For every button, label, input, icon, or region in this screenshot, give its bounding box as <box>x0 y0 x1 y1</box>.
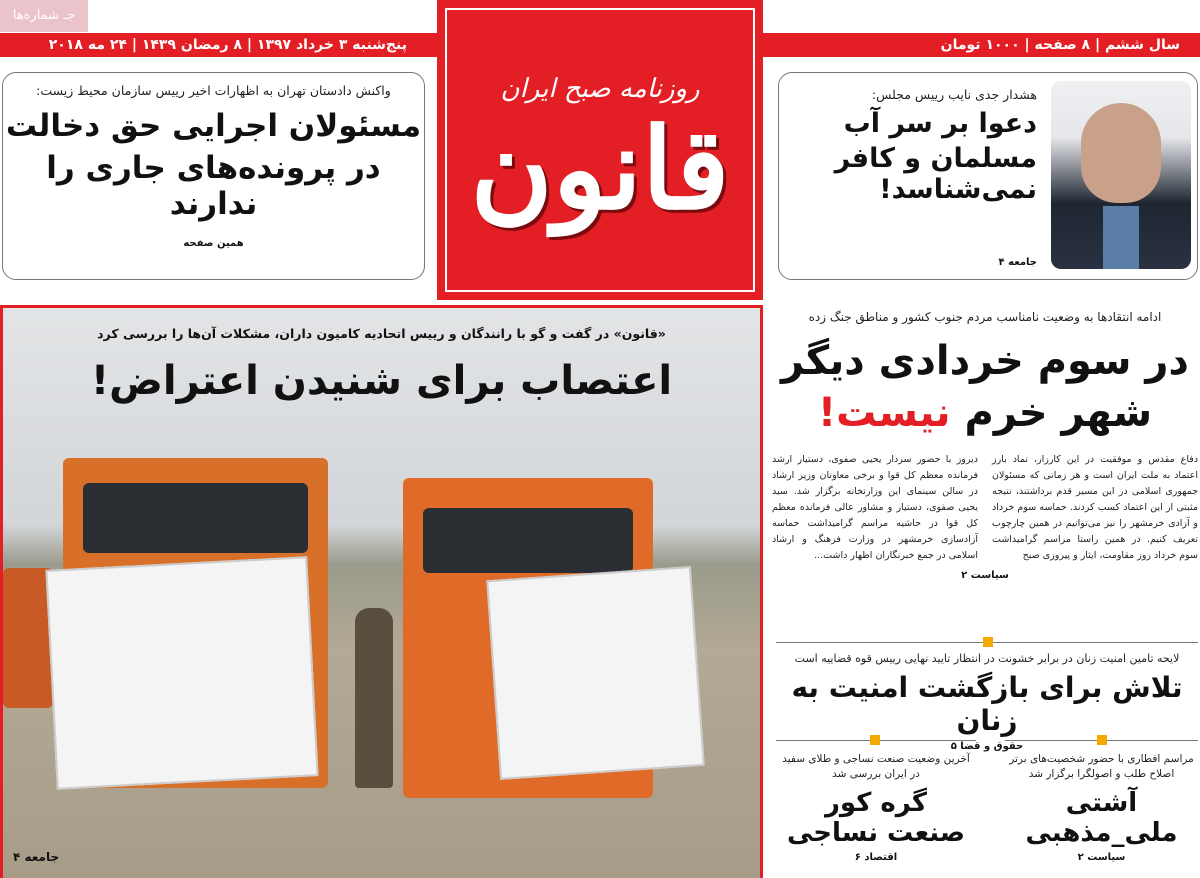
headline: در پرونده‌های جاری را ندارند <box>46 150 381 222</box>
masthead-logo <box>437 0 763 300</box>
page-ref: حقوق و قضا ۵ <box>950 741 1024 752</box>
headline: ملی_مذهبی <box>1025 818 1178 848</box>
kicker: مراسم افطاری با حضور شخصیت‌های برتر اصلاح طلب و اصولگرا برگزار شد <box>1009 753 1194 780</box>
headline: صنعت نساجی <box>786 818 965 848</box>
watermark-logo: جـ شماره‌ها <box>0 0 88 32</box>
trucks-photo-story[interactable] <box>0 305 763 878</box>
headline: مسلمان و کافر نمی‌شناسد! <box>834 143 1037 205</box>
headline: اعتصاب برای شنیدن اعتراض! <box>90 358 673 404</box>
accent-square-icon <box>870 735 880 745</box>
headline: تلاش برای بازگشت امنیت به زنان <box>791 671 1183 737</box>
person <box>355 608 393 788</box>
logo-subtitle: روزنامه صبح ایران <box>500 74 700 104</box>
headline: گره کور <box>824 788 928 818</box>
page-ref: سیاست ۲ <box>961 570 1009 581</box>
date-line: پنج‌شنبه ۳ خرداد ۱۳۹۷ | ۸ رمضان ۱۴۳۹ | ۲۴ مه ۲۰۱۸ <box>0 33 437 57</box>
issue-line: سال ششم | ۸ صفحه | ۱۰۰۰ تومان <box>763 33 1200 57</box>
women-story[interactable] <box>776 652 1198 752</box>
kicker: لایحه تامین امنیت زنان در برابر خشونت در انتظار تایید نهایی رییس قوه قضاییه است <box>794 652 1180 665</box>
kicker: واکنش دادستان تهران به اظهارات اخیر رییس سازمان محیط زیست: <box>36 83 391 98</box>
kicker: آخرین وضعیت صنعت نساجی و طلای سفید در ایران بررسی شد <box>782 753 970 780</box>
logo-name: قانون <box>470 104 730 235</box>
kicker: ادامه انتقادها به وضعیت نامناسب مردم جنوب کشور و مناطق جنگ زده <box>808 310 1162 324</box>
page-ref: همین صفحه <box>183 238 244 249</box>
page-ref: سیاست ۲ <box>1077 852 1126 863</box>
headline: آشتی <box>1065 788 1138 818</box>
headline <box>772 390 1198 436</box>
top-right-story[interactable] <box>778 72 1198 280</box>
portrait-photo <box>1051 81 1191 269</box>
page-ref: جامعه ۴ <box>998 257 1037 268</box>
truck-windshield <box>423 508 633 573</box>
protest-banner <box>486 566 704 780</box>
lead-story[interactable] <box>772 310 1198 581</box>
kicker: «قانون» در گفت و گو با رانندگان و رییس اتحادیه کامیون داران، مشکلات آن‌ها را بررسی کرد <box>97 326 666 341</box>
page-ref: اقتصاد ۶ <box>854 852 898 863</box>
accent-square-icon <box>983 637 993 647</box>
headline-highlight: نیست! <box>817 390 951 436</box>
headline: مسئولان اجرایی حق دخالت <box>5 108 422 144</box>
top-left-story[interactable] <box>2 72 425 280</box>
body-column: دفاع مقدس و موفقیت در این کارزار، نماد بارز اعتماد به ملت ایران است و هر زمانی که مسئولان جمهوری اسلامی در این مسیر قدم برداشتند، نتیجه مثبتی از این اعتماد کسب کردند. حماسه سوم خرداد و آزادی خرمشهر را نیز می‌توانیم در همین چارچوب تعریف کنیم. در همین راستا مراسم گرامیداشت سوم خرداد روز مقاومت، ایثار و پیروزی صبح <box>992 454 1198 561</box>
headline: دعوا بر سر آب <box>843 108 1037 139</box>
headline-part: شهر خرم <box>964 390 1153 436</box>
kicker: هشدار جدی نایب رییس مجلس: <box>871 87 1037 102</box>
accent-square-icon <box>1097 735 1107 745</box>
protest-banner <box>45 556 318 789</box>
headline: در سوم خردادی دیگر <box>781 338 1189 384</box>
page-ref: جامعه ۴ <box>13 850 60 864</box>
bottom-right-story[interactable] <box>1005 752 1198 863</box>
bottom-left-story[interactable] <box>776 752 976 863</box>
truck-windshield <box>83 483 308 553</box>
body-column: دیروز با حضور سردار یحیی صفوی، دستیار ارشد فرمانده معظم کل قوا و برخی معاونان وزیر ارشاد در سالن سینمای این وزارتخانه برگزار شد. سید یحیی صفوی، دستیار و مشاور عالی فرمانده معظم کل قوا در حاشیه مراسم گرامیداشت حماسه آزادسازی خرمشهر در وزارت فرهنگ و ارشاد اسلامی در جمع خبرنگاران اظهار داشت... <box>772 454 978 561</box>
